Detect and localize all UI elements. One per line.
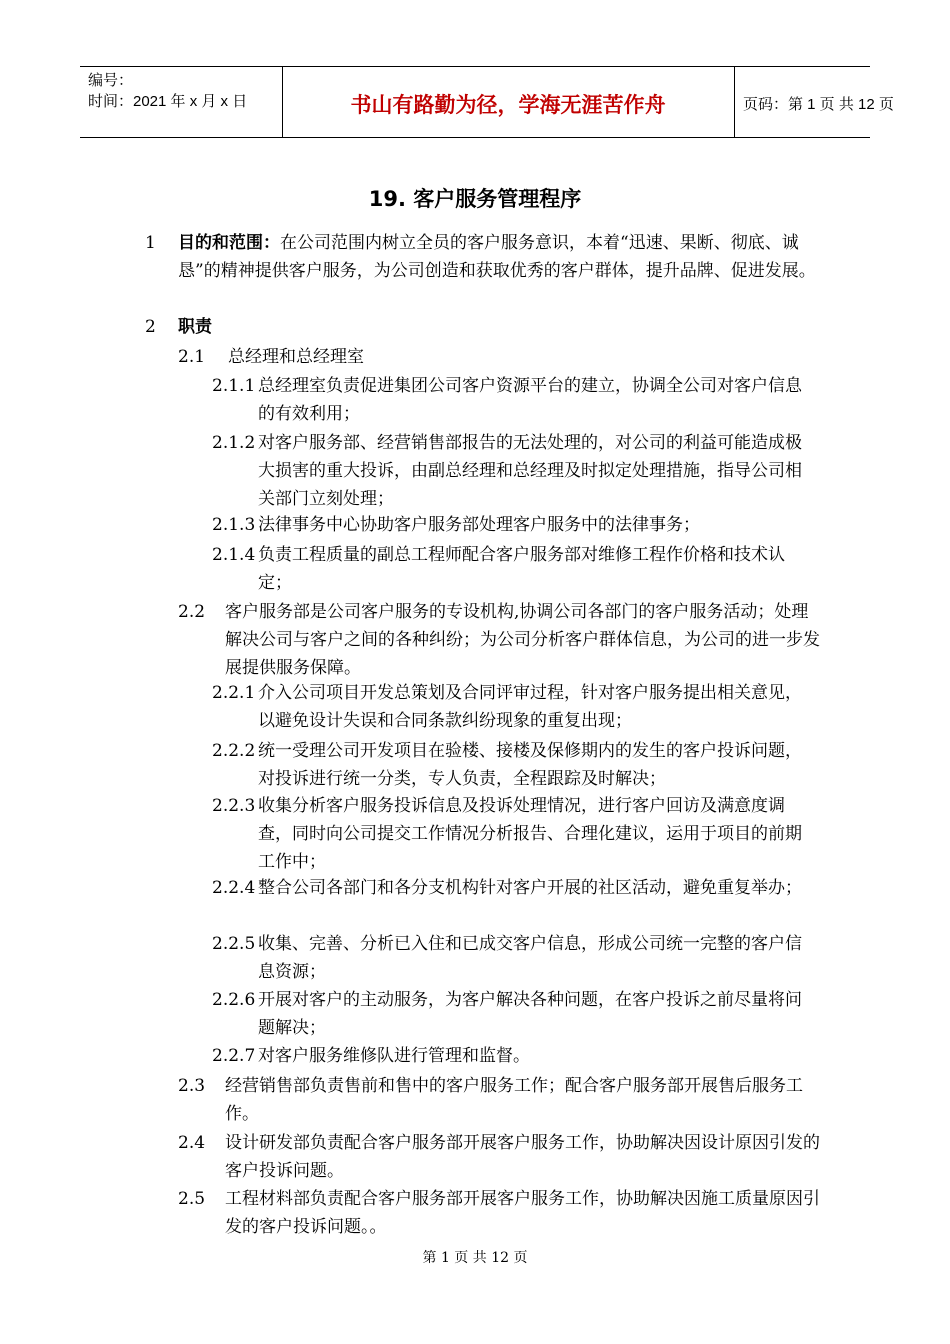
item-number: 2.1.1	[212, 376, 256, 396]
section-number: 1	[145, 233, 156, 253]
item-text: 客户服务部是公司客户服务的专设机构,协调公司各部门的客户服务活动；处理解决公司与客户之间的各种纠纷；为公司分析客户群体信息，为公司的进一步发展提供服务保障。	[225, 602, 820, 678]
header-page-cell	[735, 67, 894, 137]
item-number: 2.2.5	[212, 934, 256, 954]
item-number: 2.2.4	[212, 878, 256, 898]
item-number: 2.1.4	[212, 545, 256, 565]
section-purpose	[178, 229, 818, 285]
item-number: 2.2.1	[212, 683, 256, 703]
section-text: 在公司范围内树立全员的客户服务意识，本着“迅速、果断、彻底、诚恳”的精神提供客户服务，为公司创造和获取优秀的客户群体，提升品牌、促进发展。	[178, 233, 816, 281]
header-info-cell	[80, 67, 283, 137]
item-text: 总经理和总经理室	[228, 347, 364, 367]
item-number: 2.5	[178, 1189, 206, 1209]
item-text: 整合公司各部门和各分支机构针对客户开展的社区活动，避免重复举办；	[258, 878, 802, 898]
section-number: 2	[145, 317, 156, 337]
item-number: 2.2.7	[212, 1046, 256, 1066]
page-footer: 第 1 页 共 12 页	[422, 1250, 528, 1266]
header-motto-cell	[282, 67, 735, 137]
item-text: 法律事务中心协助客户服务部处理客户服务中的法律事务；	[258, 515, 700, 535]
item-text: 收集、完善、分析已入住和已成交客户信息，形成公司统一完整的客户信息资源；	[258, 934, 802, 982]
header-page-number: 页码：第 1 页 共 12 页	[743, 96, 894, 113]
item-number: 2.1	[178, 347, 206, 367]
motto: 书山有路勤为径，学海无涯苦作舟	[350, 93, 666, 117]
item-text: 经营销售部负责售前和售中的客户服务工作；配合客户服务部开展售后服务工作。	[225, 1076, 803, 1124]
document-date: 时间：2021 年 x 月 x 日	[88, 93, 248, 110]
item-number: 2.2.6	[212, 990, 256, 1010]
item-number: 2.1.2	[212, 433, 256, 453]
item-text: 对客户服务部、经营销售部报告的无法处理的，对公司的利益可能造成极大损害的重大投诉，由副总经理和总经理及时拟定处理措施，指导公司相关部门立刻处理；	[258, 433, 802, 509]
section-heading: 职责	[178, 317, 212, 337]
item-text: 开展对客户的主动服务，为客户解决各种问题，在客户投诉之前尽量将问题解决；	[258, 990, 802, 1038]
item-text: 统一受理公司开发项目在验楼、接楼及保修期内的发生的客户投诉问题，对投诉进行统一分类，专人负责，全程跟踪及时解决；	[258, 741, 802, 789]
section-heading: 目的和范围：	[178, 233, 280, 253]
item-number: 2.2.2	[212, 741, 256, 761]
item-text: 设计研发部负责配合客户服务部开展客户服务工作，协助解决因设计原因引发的客户投诉问题。	[225, 1133, 820, 1181]
page-header	[80, 66, 894, 138]
item-number: 2.2	[178, 602, 206, 622]
item-number: 2.1.3	[212, 515, 256, 535]
item-number: 2.4	[178, 1133, 206, 1153]
item-text: 介入公司项目开发总策划及合同评审过程，针对客户服务提出相关意见，以避免设计失误和合同条款纠纷现象的重复出现；	[258, 683, 802, 731]
document-code: 编号：	[88, 72, 134, 89]
item-text: 负责工程质量的副总工程师配合客户服务部对维修工程作价格和技术认定；	[258, 545, 785, 593]
item-text: 对客户服务维修队进行管理和监督。	[258, 1046, 530, 1066]
item-text: 工程材料部负责配合客户服务部开展客户服务工作，协助解决因施工质量原因引发的客户投诉问题。。	[225, 1189, 820, 1237]
item-text: 总经理室负责促进集团公司客户资源平台的建立，协调全公司对客户信息的有效利用；	[258, 376, 802, 424]
item-number: 2.2.3	[212, 796, 256, 816]
item-text: 收集分析客户服务投诉信息及投诉处理情况，进行客户回访及满意度调查，同时向公司提交工作情况分析报告、合理化建议，运用于项目的前期工作中；	[258, 796, 802, 872]
page-title: 19. 客户服务管理程序	[368, 187, 582, 211]
item-number: 2.3	[178, 1076, 206, 1096]
